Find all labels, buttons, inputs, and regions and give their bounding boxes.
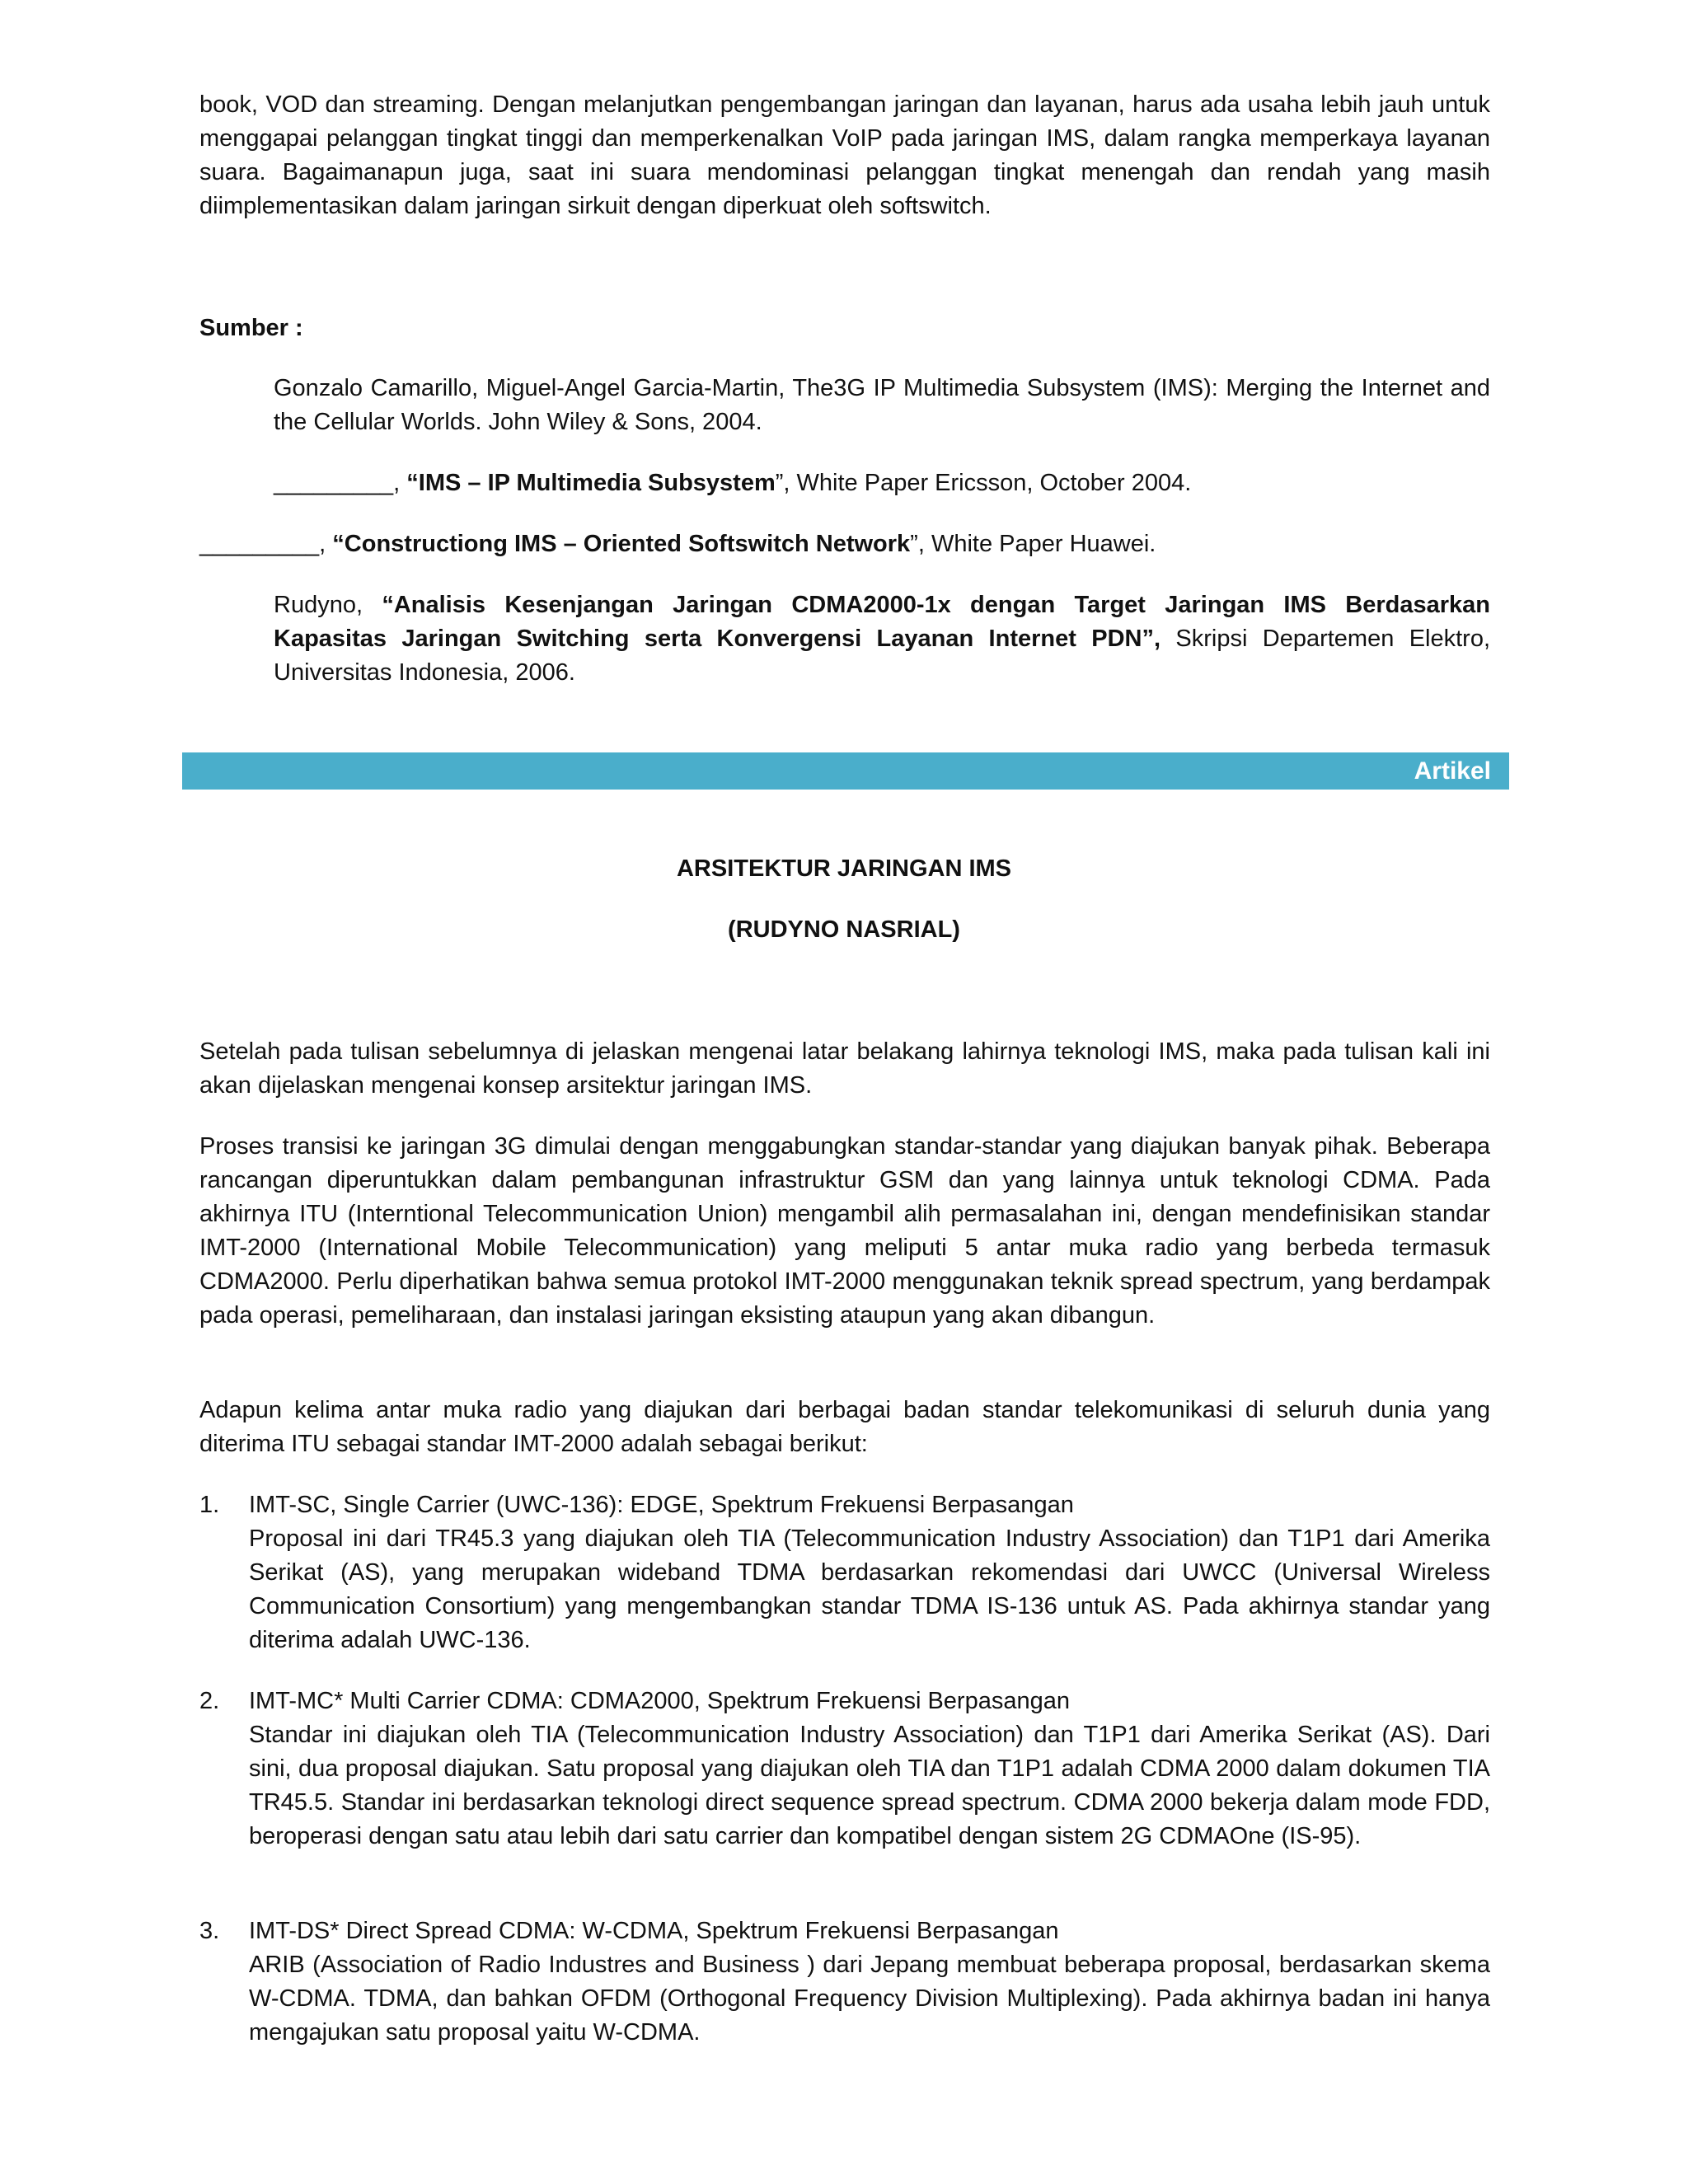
list-item-heading: IMT-DS* Direct Spread CDMA: W-CDMA, Spektrum Frekuensi Berpasangan [249, 1918, 1059, 1944]
article-paragraph: Setelah pada tulisan sebelumnya di jelaskan mengenai latar belakang lahirnya teknologi IMS, maka pada tulisan kali ini akan dijelaskan mengenai konsep arsitektur jaringan IMS. [199, 1038, 1490, 1099]
list-item-number: 1. [199, 1492, 220, 1518]
reference-4-suffix: Skripsi Departemen Elektro, Universitas Indonesia, 2006. [274, 626, 1491, 686]
reference-2-title: “IMS – IP Multimedia Subsystem [406, 470, 776, 496]
banner-label: Artikel [1414, 757, 1491, 785]
list-item-text: Proposal ini dari TR45.3 yang diajukan oleh TIA (Telecommunication Industry Association) dan T1P1 dari Amerika Serikat (AS), yang merupakan wideband TDMA berdasarkan rekomendasi dari UWCC (Universal Wireless Communication Consortium) yang mengembangkan standar TDMA IS-136 untuk AS. Pada akhirnya standar yang diterima adalah UWC-136. [249, 1526, 1490, 1653]
reference-4-title: “Analisis Kesenjangan Jaringan CDMA2000-1x dengan Target Jaringan IMS Berdasarkan Kapasitas Jaringan Switching serta Konvergensi Layanan Internet PDN”, [274, 592, 1491, 652]
sources-heading: Sumber : [199, 315, 303, 341]
list-item-heading: IMT-MC* Multi Carrier CDMA: CDMA2000, Spektrum Frekuensi Berpasangan [249, 1688, 1070, 1714]
list-item-heading: IMT-SC, Single Carrier (UWC-136): EDGE, Spektrum Frekuensi Berpasangan [249, 1492, 1074, 1518]
reference-4 [274, 588, 1490, 690]
reference-2-prefix: _________, [274, 470, 407, 496]
reference-1: Gonzalo Camarillo, Miguel-Angel Garcia-Martin, The3G IP Multimedia Subsystem (IMS): Merging the Internet and the Cellular Worlds. John Wiley & Sons, 2004. [274, 375, 1490, 435]
article-author: (RUDYNO NASRIAL) [728, 916, 960, 943]
article-paragraph: Adapun kelima antar muka radio yang diajukan dari berbagai badan standar telekomunikasi di seluruh dunia yang diterima ITU sebagai standar IMT-2000 adalah sebagai berikut: [199, 1397, 1490, 1457]
reference-2-suffix: ”, White Paper Ericsson, October 2004. [775, 470, 1192, 496]
reference-4-prefix: Rudyno, [274, 592, 382, 618]
reference-3-title: “Constructiong IMS – Oriented Softswitch Network [332, 531, 911, 557]
list-item-number: 2. [199, 1688, 220, 1714]
reference-3-suffix: ”, White Paper Huawei. [910, 531, 1156, 557]
section-banner [182, 752, 1509, 790]
reference-2 [274, 466, 1490, 500]
intro-paragraph: book, VOD dan streaming. Dengan melanjutkan pengembangan jaringan dan layanan, harus ada usaha lebih jauh untuk menggapai pelanggan tingkat tinggi dan memperkenalkan VoIP pada jaringan IMS, dalam rangka memperkaya layanan suara. Bagaimanapun juga, saat ini suara mendominasi pelanggan tingkat menengah dan rendah yang masih diimplementasikan dalam jaringan sirkuit dengan diperkuat oleh softswitch. [199, 91, 1490, 219]
reference-3 [199, 527, 1490, 561]
list-item-number: 3. [199, 1918, 220, 1944]
list-item-text: ARIB (Association of Radio Industres and Business ) dari Jepang membuat beberapa proposal, berdasarkan skema W-CDMA. TDMA, dan bahkan OFDM (Orthogonal Frequency Division Multiplexing). Pada akhirnya badan ini hanya mengajukan satu proposal yaitu W-CDMA. [249, 1952, 1490, 2046]
article-paragraph: Proses transisi ke jaringan 3G dimulai dengan menggabungkan standar-standar yang diajukan banyak pihak. Beberapa rancangan diperuntukkan dalam pembangunan infrastruktur GSM dan yang lainnya untuk teknologi CDMA. Pada akhirnya ITU (Interntional Telecommunication Union) mengambil alih permasalahan ini, dengan mendefinisikan standar IMT-2000 (International Mobile Telecommunication) yang meliputi 5 antar muka radio yang berbeda termasuk CDMA2000. Perlu diperhatikan bahwa semua protokol IMT-2000 menggunakan teknik spread spectrum, yang berdampak pada operasi, pemeliharaan, dan instalasi jaringan eksisting ataupun yang akan dibangun. [199, 1133, 1490, 1329]
article-title: ARSITEKTUR JARINGAN IMS [676, 855, 1011, 882]
list-item-text: Standar ini diajukan oleh TIA (Telecommunication Industry Association) dan T1P1 dari Amerika Serikat (AS). Dari sini, dua proposal diajukan. Satu proposal yang diajukan oleh TIA dan T1P1 adalah CDMA 2000 dalam dokumen TIA TR45.5. Standar ini berdasarkan teknologi direct sequence spread spectrum. CDMA 2000 bekerja dalam mode FDD, beroperasi dengan satu atau lebih dari satu carrier dan kompatibel dengan sistem 2G CDMAOne (IS-95). [249, 1722, 1490, 1849]
reference-3-prefix: _________, [199, 531, 333, 557]
